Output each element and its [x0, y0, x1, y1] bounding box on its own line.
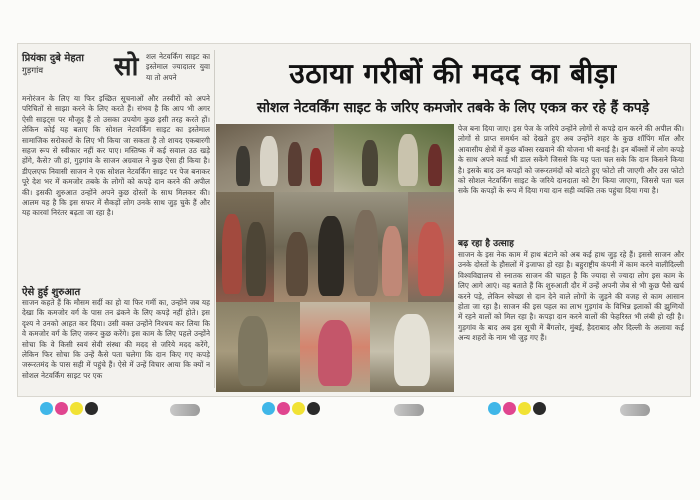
column-rule — [214, 50, 215, 388]
yellow-dot — [70, 402, 83, 415]
color-registration-marks-3 — [488, 402, 546, 415]
grey-scale-bar-1 — [170, 404, 200, 416]
photo-crowd-with-clothes — [216, 124, 334, 192]
photo-child-pink — [300, 302, 370, 392]
color-registration-marks-1 — [40, 402, 98, 415]
photo-children-outdoors — [334, 124, 454, 192]
byline — [22, 52, 118, 86]
photo-collage — [216, 124, 454, 392]
subhead-growing-enthusiasm: बढ़ रहा है उत्साह — [458, 239, 514, 249]
sub-headline: सोशल नेटवर्किंग साइट के जरिए कमजोर तबके के लिए एकत्र कर रहे हैं कपड़े — [256, 100, 650, 116]
column-3-text: पेज बना दिया जाए। इस पेज के जरिये उन्होंने लोगों से कपड़े दान करने की अपील की। लोगों से प्राप्त समर्थन को देखते हुए अब उन्होंने शहर के कुछ शॉपिंग मॉल और आवासीय क्षेत्रों में कुछ बॉक्स रखवाने की योजना भी बनाई है। इन बॉक्सों में लोग कपड़े के साथ अपने कार्ड भी डाल सकेंगे जिससे कि यह पता चल सके कि दान किसने किया है। इसके बाद उन कपड़ों को जरूरतमंदों को बांटते हुए फोटो ली जाएगी और उस फोटो को सोशल नेटवर्किंग साइट के जरिये दानदाता को टैग किया जाएगा, जिससे पता चल सके कि कपड़ों के रूप में दिया गया दान सही व्यक्ति तक पहुंचा दिया गया है। — [458, 124, 684, 196]
photo-child-white-shirt — [370, 302, 454, 392]
magenta-dot — [503, 402, 516, 415]
right-column — [458, 124, 684, 394]
byline-name: प्रियंका दुबे मेहता — [22, 53, 84, 64]
column-1-text-2: साजन कहते हैं कि मौसम सर्दी का हो या फिर गर्मी का, उन्होंने जब यह देखा कि कमजोर वर्ग के पास तन ढंकने के लिए कपड़े नहीं होते। इस दृश्य ने उनको आहत कर दिया। उसी वक्त उन्होंने निश्चय कर लिया कि वे कमजोर वर्ग के लिए जरूर कुछ करेंगे। इस काम के लिए पहले उन्होंने सोचा कि वे किसी स्वयं सेवी संस्था की मदद से जरिये मदद करेंगे, लेकिन फिर सोचा कि उन्हें कैसे पता चलेगा कि दान किए गए कपड़े जरूरतमंद के पास सही में पहुंचे हैं। ऐसे में उन्हें विचार आया कि क्यों न सोशल नेटवर्किंग साइट पर एक — [22, 298, 210, 380]
yellow-dot — [292, 402, 305, 415]
grey-scale-bar-3 — [620, 404, 650, 416]
headline: उठाया गरीबों की मदद का बीड़ा — [289, 57, 617, 90]
black-dot — [533, 402, 546, 415]
black-dot — [307, 402, 320, 415]
newspaper-clipping — [18, 44, 690, 396]
lead-text: शल नेटवर्किंग साइट का इस्तेमाल ज्यादातर युवा या तो अपने — [146, 52, 210, 82]
cyan-dot — [488, 402, 501, 415]
black-dot — [85, 402, 98, 415]
magenta-dot — [277, 402, 290, 415]
grey-scale-bar-2 — [394, 404, 424, 416]
color-registration-marks-2 — [262, 402, 320, 415]
photo-hands-reaching — [274, 192, 408, 302]
photo-girl-pink — [408, 192, 454, 302]
photo-women-group — [216, 192, 274, 302]
left-column — [22, 52, 210, 392]
byline-place: गुड़गांव — [22, 66, 44, 76]
column-1-text: मनोरंजन के लिए या फिर इच्छित सूचनाओं और तस्वीरों को अपने परिचितों से साझा करने के लिए करते हैं। संभव है कि आप भी अगर ऐसी साइट्स पर मौजूद हैं तो उसका उपयोग कुछ इसी तरह करते हों। लेकिन कोई यह बताए कि सोशल नेटवर्किंग साइट का इस्तेमाल सामाजिक सरोकारों के लिए भी किया जा सकता है तो शायद एकबारगी सहज रूप से स्वीकार नहीं कर पाए। मस्तिष्क में कई सवाल उठ खड़े होंगे, कैसे? जी हां, गुड़गांव के साजन अग्रवाल ने कुछ ऐसा ही किया है। डीएलएफ निवासी साजन ने एक सोशल नेटवर्किंग साइट पर पेज बनाकर पूरे देश भर में कमजोर तबके के लोगों को कपड़े दान करने की अपील की। इसकी शुरुआत उन्होंने अपने कुछ दोस्तों के साथ मिलकर की। आलम यह है कि इस सफर में सैकड़ों लोग उनके साथ जुड़ चुके हैं और यह कारवां निरंतर बढ़ता जा रहा है। — [22, 94, 210, 218]
photo-boy-standing — [216, 302, 300, 392]
cyan-dot — [40, 402, 53, 415]
subhead-how-it-started: ऐसे हुई शुरुआत — [22, 287, 81, 298]
magenta-dot — [55, 402, 68, 415]
cyan-dot — [262, 402, 275, 415]
column-3-text-2: साजन के इस नेक काम में हाथ बंटाने को अब कई हाथ जुड़ रहे हैं। इससे साजन और उनके दोस्तों के हौसलों में इजाफा हो रहा है। बहुराष्ट्रीय कंपनी में काम करने वालीदिल्ली विश्वविद्यालय से स्नातक साजन की चाहत है कि ज्यादा से ज्यादा लोग इस काम के लिए आगे आएं। वह बताते हैं कि शुरुआती दौर में उन्हें अपनी जेब से भी कुछ पैसे खर्च करने पड़े, लेकिन स्वेच्छा से दान देने वाले लोगों के जुड़ने की वजह से काम आसान होता जा रहा है। साजन की इस पहल का लाभ गुड़गांव के विभिन्न इलाकों की झुग्गियों में रहने वालों को मिल रहा है। कपड़ा दान करने वालों की फेहरिस्त भी लंबी हो रही है। गुड़गांव के बाद अब इस सूची में बैंगलोर, मुंबई, हैदराबाद और दिल्ली के अलावा कई अन्य शहरों के नाम भी जुड़ गए हैं। — [458, 250, 684, 343]
yellow-dot — [518, 402, 531, 415]
drop-cap: सो — [114, 52, 139, 82]
